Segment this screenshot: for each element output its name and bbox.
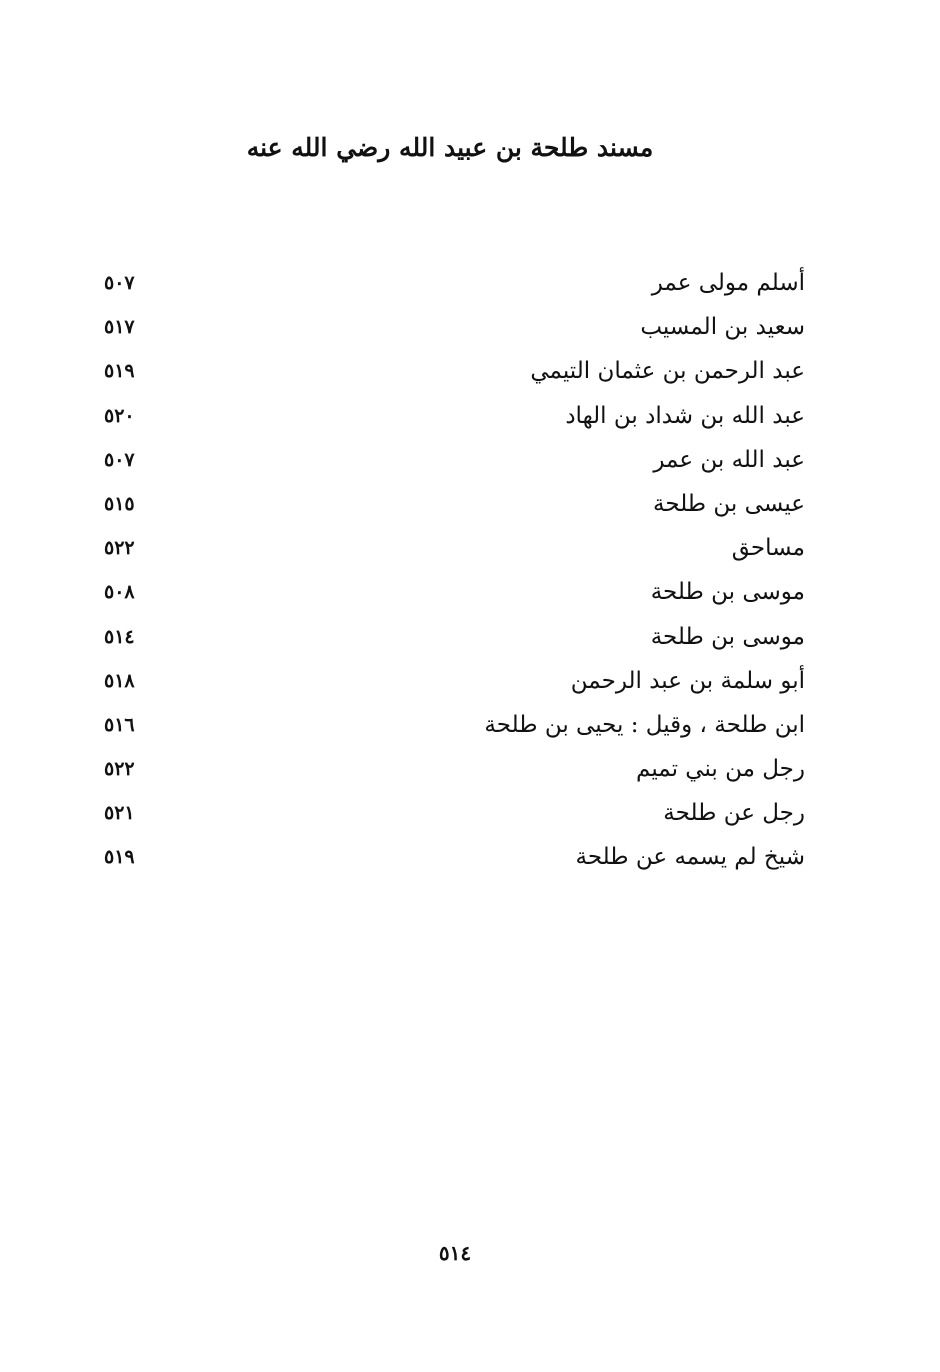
entry-page-number: ٥٠٧ [104,448,135,471]
entry-page-number: ٥٠٧ [104,272,135,294]
entry-name: سعيد بن المسيب [640,314,805,341]
entry-name: أسلم مولى عمر [651,270,805,296]
entry-name: عبد الله بن شداد بن الهاد [565,402,805,429]
list-item [100,838,805,882]
page-title: مسند طلحة بن عبيد الله رضي الله عنه [246,133,654,162]
entry-page-number: ٥١٧ [104,316,135,339]
entry-name: موسى بن طلحة [650,623,805,650]
entry-name: رجل من بني تميم [636,756,805,783]
entry-name: مساحق [731,535,805,562]
entry-page-number: ٥١٥ [104,492,135,515]
page-number: ٥١٤ [438,1241,472,1265]
entry-name: عبد الرحمن بن عثمان التيمي [530,358,805,385]
entry-page-number: ٥٢٢ [104,537,135,560]
entry-name: أبو سلمة بن عبد الرحمن [570,667,805,694]
list-item [100,794,805,838]
list-item [100,662,805,706]
entry-page-number: ٥١٤ [104,625,135,648]
list-item [100,485,805,529]
list-item [100,750,805,794]
list-item [100,573,805,617]
entry-page-number: ٥١٨ [104,669,135,692]
entry-page-number: ٥١٩ [104,846,135,869]
entry-name: عبد الله بن عمر [653,446,805,473]
entry-page-number: ٥١٩ [104,360,135,383]
list-item [100,264,805,308]
entry-name: ابن طلحة ، وقيل : يحيى بن طلحة [484,711,805,738]
entry-page-number: ٥٢٠ [104,404,135,427]
entry-page-number: ٥٠٨ [104,581,135,604]
list-item [100,706,805,750]
entry-page-number: ٥٢١ [104,802,135,825]
list-item [100,397,805,441]
list-item [100,352,805,396]
entry-name: عيسى بن طلحة [653,490,805,517]
entry-page-number: ٥١٦ [104,713,135,736]
list-item [100,529,805,573]
index-list [100,264,805,883]
entry-name: رجل عن طلحة [663,800,805,827]
list-item [100,441,805,485]
list-item [100,308,805,352]
entry-page-number: ٥٢٢ [104,758,135,781]
entry-name: موسى بن طلحة [650,579,805,606]
list-item [100,618,805,662]
entry-name: شيخ لم يسمه عن طلحة [575,844,805,871]
